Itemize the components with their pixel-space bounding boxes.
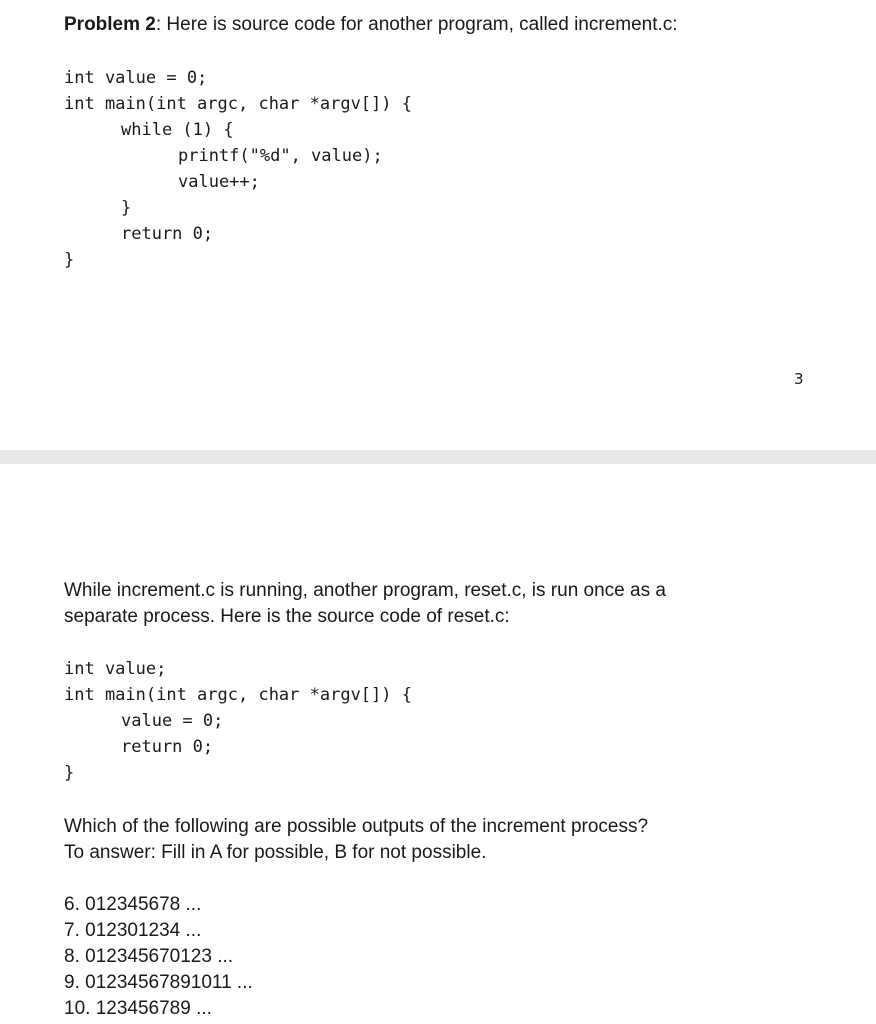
option-item: 7. 012301234 ... [64, 920, 202, 941]
code-line: int main(int argc, char *argv[]) { [64, 685, 412, 705]
answer-options [64, 892, 253, 1022]
code-line: value = 0; [121, 711, 224, 731]
code-line: } [64, 250, 75, 270]
code-line: return 0; [121, 224, 214, 244]
problem-intro: : Here is source code for another program, called increment.c: [155, 14, 678, 35]
reset-intro [64, 578, 666, 630]
reset-intro-line: separate process. Here is the source code of reset.c: [64, 606, 510, 627]
code-line: } [64, 763, 75, 783]
reset-code-block [64, 656, 412, 786]
question [64, 814, 648, 866]
option-item: 9. 01234567891011 ... [64, 972, 253, 993]
code-line: while (1) { [121, 120, 234, 140]
page-number: 3 [794, 370, 804, 388]
page-separator [0, 450, 876, 464]
option-item: 6. 012345678 ... [64, 894, 202, 915]
code-line: int value = 0; [64, 68, 208, 88]
question-line: To answer: Fill in A for possible, B for not possible. [64, 842, 487, 863]
reset-intro-line: While increment.c is running, another program, reset.c, is run once as a [64, 580, 666, 601]
code-line: value++; [178, 172, 260, 192]
option-item: 8. 012345670123 ... [64, 946, 234, 967]
code-line: int main(int argc, char *argv[]) { [64, 94, 412, 114]
code-line: } [121, 198, 132, 218]
problem-label: Problem 2 [64, 14, 156, 35]
increment-code-block [64, 65, 412, 273]
option-item: 10. 123456789 ... [64, 998, 212, 1019]
problem-heading [64, 12, 678, 38]
code-line: int value; [64, 659, 167, 679]
code-line: return 0; [121, 737, 214, 757]
code-line: printf("%d", value); [178, 146, 383, 166]
question-line: Which of the following are possible outputs of the increment process? [64, 816, 649, 837]
